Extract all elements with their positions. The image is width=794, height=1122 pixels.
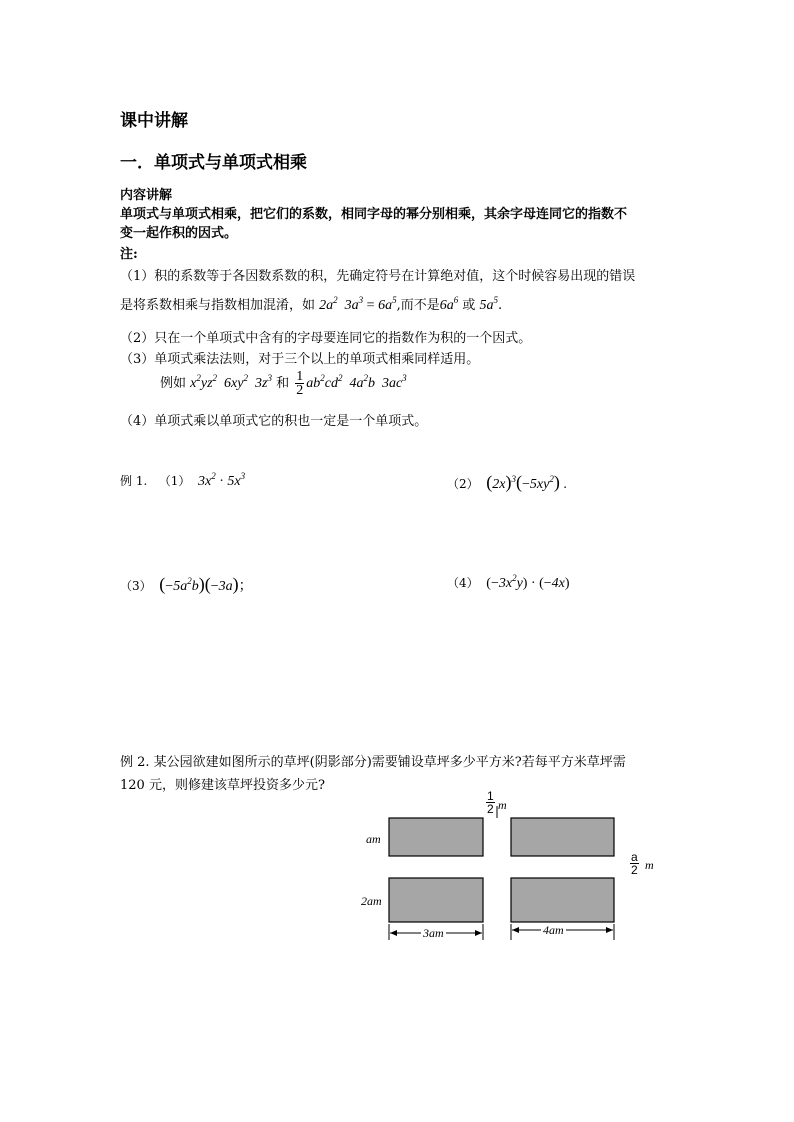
a-numerator: a xyxy=(631,850,638,864)
section-title: 一．单项式与单项式相乘 xyxy=(120,153,307,173)
a-denominator: 2 xyxy=(631,863,638,877)
example-prefix: 例如 xyxy=(160,376,187,391)
label-half xyxy=(486,790,495,815)
note-1-or: 或 xyxy=(462,298,476,313)
problem3: （3） $(-5a^2b)(-3a)$； xyxy=(120,574,253,594)
example1-label: 例 1. xyxy=(120,474,148,488)
example-formula-1: $x^2yz^2$ $6xy^2$ $3z^3$ xyxy=(190,373,272,391)
label-a-half-m: m xyxy=(645,858,654,872)
label-3am: 3am xyxy=(423,926,444,940)
problem2-label: （2） xyxy=(447,477,479,491)
lawn-top-right xyxy=(511,818,614,856)
note-4: （4）单项式乘以单项式它的积也一定是一个单项式。 xyxy=(120,414,428,429)
formula-wrong-2: $5a^5$ xyxy=(479,295,498,313)
problem3-formula: $(-5a^2b)(-3a)$ xyxy=(159,574,239,594)
label-half-m: m xyxy=(498,798,507,812)
formula-wrong-1: $6a^6$ xyxy=(439,295,459,313)
label-am: am xyxy=(366,832,381,846)
page-title: 课中讲解 xyxy=(120,111,188,131)
note-1-text: 是将系数相乘与指数相加混淆，如 xyxy=(120,298,316,313)
problem4-label: （4） xyxy=(447,576,479,590)
note-1-line-1: （1）积的系数等于各因数系数的积，先确定符号在计算绝对值，这个时候容易出现的错误 xyxy=(120,269,636,284)
note-label: 注: xyxy=(120,247,138,262)
half-numerator: 1 xyxy=(487,789,494,803)
note-3: （3）单项式乘法法则，对于三个以上的单项式相乘同样适用。 xyxy=(120,352,480,367)
rule-line-2: 变一起作积的因式。 xyxy=(120,226,238,241)
half-denominator: 2 xyxy=(487,802,494,816)
label-4am: 4am xyxy=(543,923,564,937)
note-1-end: . xyxy=(498,298,503,313)
lawn-bottom-left xyxy=(389,878,483,922)
problem2-formula: $(2x)^3(-5xy^2)$ xyxy=(486,472,560,492)
label-2am: 2am xyxy=(361,894,382,908)
fraction-one-half: $\frac{1}{2}$ xyxy=(296,369,304,398)
example2-line-1: 例 2. 某公园欲建如图所示的草坪(阴影部分)需要铺设草坪多少平方米?若每平方米草坪需 xyxy=(120,755,626,770)
problem1-label: （1） xyxy=(158,474,191,488)
problem4-formula: $(-3x^2y) \cdot (-4x)$ xyxy=(486,573,570,591)
problem3-label: （3） xyxy=(120,579,152,593)
content-heading: 内容讲解 xyxy=(120,188,173,203)
note-2: （2）只在一个单项式中含有的字母要连同它的指数作为积的一个因式。 xyxy=(120,331,532,346)
lawn-top-left xyxy=(389,818,483,856)
problem1-formula: $3x^2 \cdot 5x^3$ xyxy=(198,471,246,489)
example2-line-2: 120 元，则修建该草坪投资多少元? xyxy=(120,778,325,793)
rule-line-1: 单项式与单项式相乘，把它们的系数，相同字母的幂分别相乘，其余字母连同它的指数不 xyxy=(120,207,628,222)
problem2: （2） $(2x)^3(-5xy^2)$ . xyxy=(447,472,567,492)
label-a-half xyxy=(630,851,639,876)
formula-example: $2a^2$ $3a^3 = 6a^5$ xyxy=(319,295,397,313)
example-formula-2: $ab^2cd^2$ $4a^2b$ $3ac^3$ xyxy=(306,373,407,391)
lawn-bottom-right xyxy=(511,878,614,922)
note-1-not: ,而不是 xyxy=(396,298,440,313)
example-and: 和 xyxy=(276,376,290,391)
